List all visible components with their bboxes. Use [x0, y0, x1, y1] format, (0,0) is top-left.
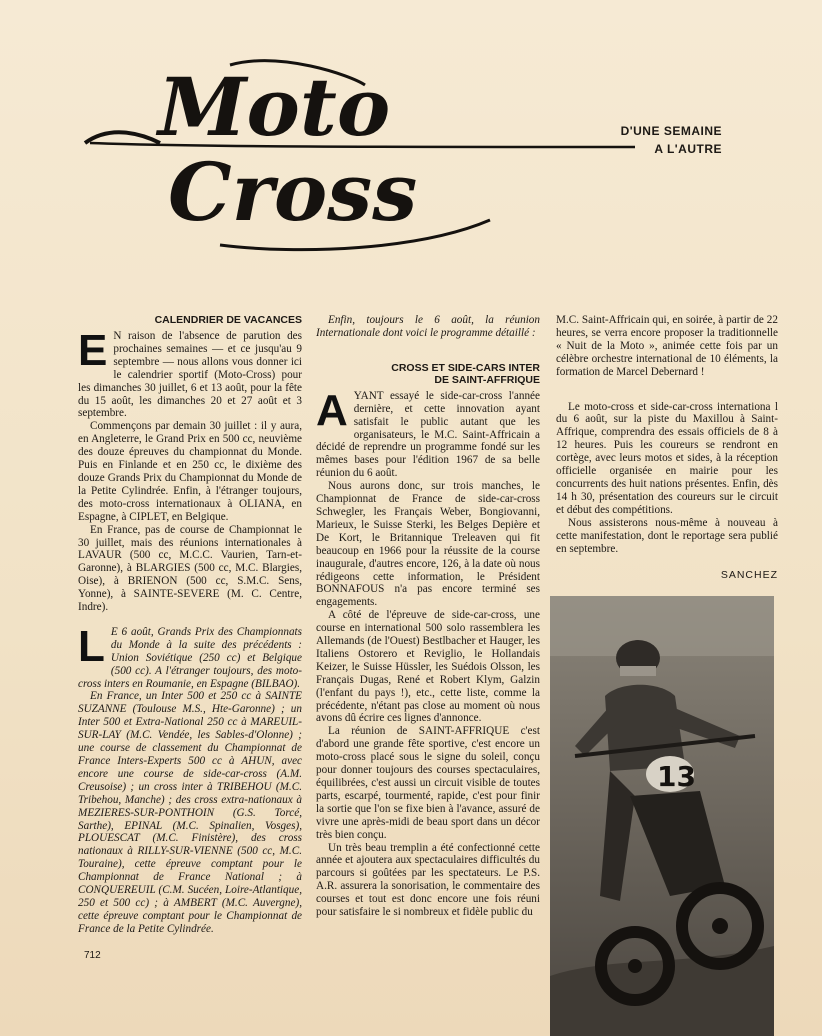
col2-paragraph-1 [316, 385, 540, 480]
page-number: 712 [84, 950, 101, 961]
col2-paragraph-2: Nous aurons donc, sur trois manches, le Championnat de France de side-car-cross Schwegler, les Français Weber, Bongiovanni, Marieux, le Suisse Sterki, les Belges Depière et De Kort, le Britannique Treleaven qui fit beaucoup en 1966 pour la réussite de la course inaugurale, d'autres encore, 126, à la date où nous rédigeons cette information, le Président BONNAFOUS n'a pas encore terminé ses engagements. [316, 480, 540, 609]
number-plate-text: 13 [657, 760, 696, 793]
author-signature: SANCHEZ [720, 569, 778, 582]
col2-intro: Enfin, toujours le 6 août, la réunion Internationale dont voici le programme détaillé : [316, 314, 540, 339]
dropcap-a: A [316, 385, 348, 435]
dropcap-l: L [78, 621, 105, 671]
tagline-line2: A L'AUTRE [654, 142, 722, 156]
column-2 [316, 314, 540, 919]
saint-affrique-heading-line2: DE SAINT-AFFRIQUE [434, 373, 540, 386]
col3-paragraph-2: Le moto-cross et side-car-cross internationa l du 6 août, sur la piste du Maxillou à Saint-Affrique, comprendra des essais officiels de 8 à 12 heures. Puis les coureurs se rendront en cortège, avec leurs motos et sides, à la réception officielle organisée en mairie pour les concurrents des huit nations présentes. Enfin, dès 14 h 30, présentation des coureurs sur le circuit et début des compétitions. [556, 400, 778, 516]
tagline-line1: D'UNE SEMAINE [620, 124, 722, 138]
motocross-rider-photo [550, 596, 774, 1036]
col1-paragraph-4 [78, 621, 302, 691]
saint-affrique-heading-line1: CROSS ET SIDE-CARS INTER [391, 361, 540, 374]
col1-paragraph-2: Commençons par demain 30 juillet : il y aura, en Angleterre, le Grand Prix en 500 cc, neuvième des douze épreuves du championnat du Monde. Puis en Finlande et en 250 cc, le dixième des douze Grands Prix du Championnat du Monde de la Petite Cylindrée. Enfin, à l'étranger toujours, des moto-cross internationaux à OLIANA, en Espagne, à CIPLET, en Belgique. [78, 420, 302, 523]
col3-paragraph-1: M.C. Saint-Affricain qui, en soirée, à partir de 22 heures, se verra encore proposer la traditionnelle « Nuit de la Moto », animée cette fois par un célèbre orchestre international de 10 éléments, la formation de Marcel Debernard ! [556, 314, 778, 378]
moto-cross-logo [80, 55, 640, 255]
calendar-heading: CALENDRIER DE VACANCES [154, 314, 302, 326]
col2-paragraph-3: A côté de l'épreuve de side-car-cross, une course en international 500 solo rassemblera les Allemands (de l'Ouest) Bestlbacher et Hauger, les Italiens Ostorero et Reviglio, le Hollandais Keizer, le Suisse Hüssler, les Suédois Olsson, les Français Dugas, René et Robert Klym, Galzin (l'enfant du pays !), etc., cette liste, comme la précédente, n'étant pas close au moment où nous avons dû écrire ces lignes d'annonce. [316, 609, 540, 725]
col2-p1-text: YANT essayé le side-car-cross l'année dernière, et cette innovation ayant satisfait le public autant que les organisateurs, le M.C. Saint-Affricain a décidé de reprendre un programme fondé sur les mêmes bases pour l'édition 1967 de sa belle réunion du 6 août. [316, 389, 540, 480]
col1-p4-text: E 6 août, Grands Prix des Championnats du Monde à la suite des précédents : Union Soviétique (250 cc) et Belgique (500 cc). A l'étranger toujours, des moto-cross inters en Roumanie, en Espagne (BILBAO). [78, 625, 302, 690]
col2-paragraph-4: La réunion de SAINT-AFFRIQUE c'est d'abord une grande fête sportive, c'est encore un moto-cross placé sous le signe du soleil, conçu pour donner toujours des courses spectaculaires, équilibrées, c'est aussi un circuit visible de toutes parts, escarpé, tourmenté, rapide, c'est pour finir la sortie que l'on se fixe bien à l'avance, assuré de vivre une après-midi de beau sport dans un décor très bien conçu. [316, 725, 540, 841]
col1-paragraph-5: En France, un Inter 500 et 250 cc à SAINTE SUZANNE (Toulouse M.S., Hte-Garonne) ; un Inter 500 et Extra-National 250 cc à MAREUIL-SUR-LAY (M.C. Vendée, les Sables-d'Olonne) ; une course de classement du Championnat de France Inters-Experts 500 cc à AHUN, avec encore une course de side-car-cross (A.M. Creusoise) ; un cross inter à TRIBEHOU (M.C. Tribehou, Manche) ; des cross extra-nationaux à MEZIERES-SUR-PONTHOIN (G.S. Torcé, Sarthe), EPINAL (M.C. Spinalien, Vosges), PLOUESCAT (M.C. Finistère), des cross nationaux à RILLY-SUR-VIENNE (500 cc, M.C. Touraine), cette épreuve comptant pour le Championnat de France National ; à CONQUEREUIL (C.M. Sucéen, Loire-Atlantique, 250 et 500 cc) ; à AMBERT (M.C. Auvergne), cette épreuve comptant pour le Championnat de France de la Petite Cylindrée. [78, 690, 302, 935]
col1-p1-text: N raison de l'absence de parution des prochaines semaines — et ce jusqu'au 9 septembre — nous allons vous donner ici le calendrier sportif (Moto-Cross) pour les dimanches 30 juillet, 6 et 13 août, pour la fête du 15 août, les dimanches 20 et 27 août et 3 septembre. [78, 330, 302, 420]
col1-paragraph-3: En France, pas de course de Championnat le 30 juillet, mais des réunions internationales à LAVAUR (500 cc, M.C.C. Vaurien, Tarn-et-Garonne), à BLARGIES (500 cc, M.C. Blargies, Oise), à BRIENON (500 cc, S.M.C. Sens, Yonne), à SAINTE-SEVERE (M. C. Centre, Indre). [78, 523, 302, 614]
tagline [621, 122, 722, 158]
col3-paragraph-3: Nous assisterons nous-même à nouveau à cette manifestation, dont le reportage sera publié en septembre. [556, 516, 778, 555]
dropcap-e: E [78, 326, 108, 375]
column-3 [556, 314, 778, 582]
saint-affrique-heading [316, 362, 540, 386]
col1-paragraph-1 [78, 326, 302, 420]
column-1 [78, 314, 302, 936]
logo-moto-text: Moto [158, 60, 391, 154]
col2-paragraph-5: Un très beau tremplin a été confectionné cette année et ajoutera aux spectaculaires difficultés du parcours si goûtées par les spectateurs. Le P.S. A.R. assurera la sonorisation, le commentaire des courses et tout est donc encore une fois réuni pour satisfaire le si nombreux et fidèle public du [316, 841, 540, 919]
logo-cross-text: Cross [168, 145, 418, 239]
